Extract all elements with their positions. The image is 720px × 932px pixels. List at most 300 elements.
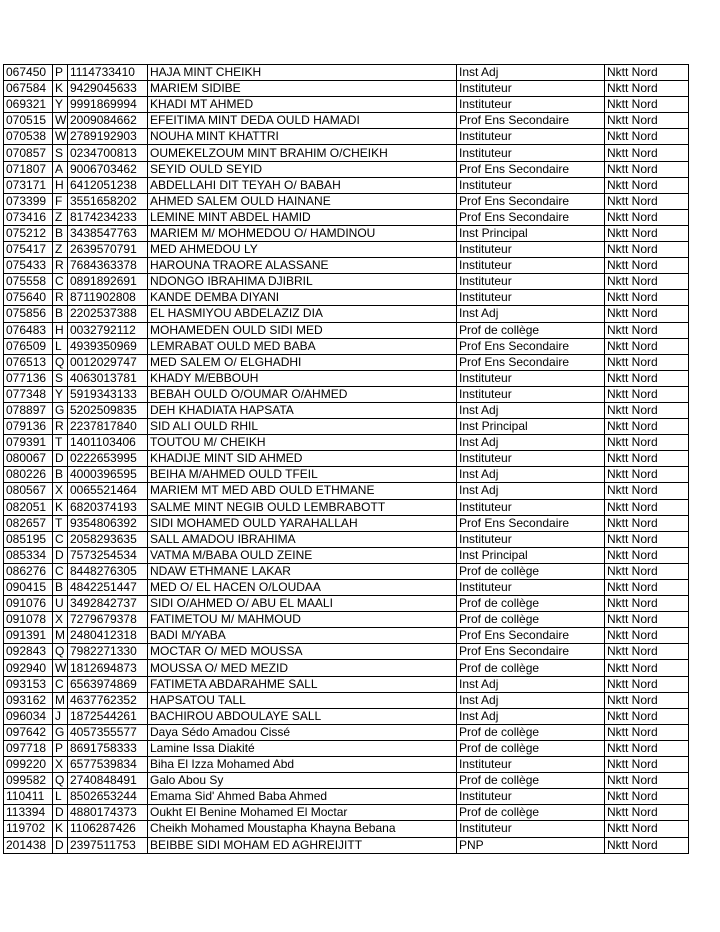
full-name-cell: HAJA MINT CHEIKH [148,65,457,81]
region-cell: Nktt Nord [605,274,689,290]
grade-cell: Prof Ens Secondaire [457,113,605,129]
full-name-cell: DEH KHADIATA HAPSATA [148,402,457,418]
table-row [4,258,689,274]
table-row [4,81,689,97]
key-letter-cell: C [53,274,68,290]
nni-cell: 2397511753 [68,837,148,853]
matricule-cell: 076483 [4,322,53,338]
full-name-cell: SIDI O/AHMED O/ ABU EL MAALI [148,596,457,612]
grade-cell: Inst Adj [457,467,605,483]
key-letter-cell: W [53,113,68,129]
table-row [4,740,689,756]
full-name-cell: VATMA M/BABA OULD ZEINE [148,547,457,563]
full-name-cell: MED SALEM O/ ELGHADHI [148,354,457,370]
table-row [4,354,689,370]
nni-cell: 0891892691 [68,274,148,290]
matricule-cell: 091076 [4,596,53,612]
table-row [4,242,689,258]
key-letter-cell: B [53,467,68,483]
matricule-cell: 097718 [4,740,53,756]
grade-cell: Instituteur [457,145,605,161]
full-name-cell: BACHIROU ABDOULAYE SALL [148,708,457,724]
full-name-cell: LEMINE MINT ABDEL HAMID [148,209,457,225]
grade-cell: Prof Ens Secondaire [457,628,605,644]
table-row [4,580,689,596]
nni-cell: 3438547763 [68,225,148,241]
nni-cell: 6820374193 [68,499,148,515]
nni-cell: 9354806392 [68,515,148,531]
key-letter-cell: M [53,692,68,708]
nni-cell: 3551658202 [68,193,148,209]
full-name-cell: NDONGO IBRAHIMA DJIBRIL [148,274,457,290]
matricule-cell: 096034 [4,708,53,724]
key-letter-cell: R [53,419,68,435]
key-letter-cell: C [53,531,68,547]
full-name-cell: FATIMETOU M/ MAHMOUD [148,612,457,628]
grade-cell: Inst Adj [457,65,605,81]
key-letter-cell: Z [53,242,68,258]
grade-cell: Prof de collège [457,805,605,821]
matricule-cell: 091078 [4,612,53,628]
table-row [4,596,689,612]
full-name-cell: Lamine Issa Diakité [148,740,457,756]
table-row [4,660,689,676]
nni-cell: 1812694873 [68,660,148,676]
nni-cell: 7982271330 [68,644,148,660]
full-name-cell: MOUSSA O/ MED MEZID [148,660,457,676]
table-body [4,65,689,854]
region-cell: Nktt Nord [605,306,689,322]
key-letter-cell: D [53,805,68,821]
table-row [4,757,689,773]
region-cell: Nktt Nord [605,113,689,129]
full-name-cell: MARIEM SIDIBE [148,81,457,97]
grade-cell: Prof Ens Secondaire [457,209,605,225]
full-name-cell: NDAW ETHMANE LAKAR [148,563,457,579]
full-name-cell: SID ALI OULD RHIL [148,419,457,435]
full-name-cell: MARIEM MT MED ABD OULD ETHMANE [148,483,457,499]
table-row [4,821,689,837]
matricule-cell: 075558 [4,274,53,290]
key-letter-cell: T [53,435,68,451]
region-cell: Nktt Nord [605,209,689,225]
key-letter-cell: T [53,515,68,531]
nni-cell: 2639570791 [68,242,148,258]
matricule-cell: 069321 [4,97,53,113]
table-row [4,65,689,81]
full-name-cell: SALME MINT NEGIB OULD LEMBRABOTT [148,499,457,515]
nni-cell: 0222653995 [68,451,148,467]
region-cell: Nktt Nord [605,129,689,145]
full-name-cell: Cheikh Mohamed Moustapha Khayna Bebana [148,821,457,837]
grade-cell: Instituteur [457,757,605,773]
nni-cell: 0012029747 [68,354,148,370]
nni-cell: 0065521464 [68,483,148,499]
table-row [4,805,689,821]
table-row [4,290,689,306]
nni-cell: 1106287426 [68,821,148,837]
table-row [4,612,689,628]
grade-cell: Instituteur [457,580,605,596]
table-row [4,161,689,177]
nni-cell: 5919343133 [68,386,148,402]
matricule-cell: 067450 [4,65,53,81]
matricule-cell: 099582 [4,773,53,789]
region-cell: Nktt Nord [605,370,689,386]
region-cell: Nktt Nord [605,322,689,338]
table-row [4,274,689,290]
full-name-cell: LEMRABAT OULD MED BABA [148,338,457,354]
region-cell: Nktt Nord [605,837,689,853]
table-row [4,386,689,402]
key-letter-cell: A [53,161,68,177]
grade-cell: Prof de collège [457,773,605,789]
region-cell: Nktt Nord [605,628,689,644]
table-row [4,837,689,853]
table-row [4,370,689,386]
table-row [4,402,689,418]
grade-cell: Inst Principal [457,547,605,563]
nni-cell: 7684363378 [68,258,148,274]
region-cell: Nktt Nord [605,805,689,821]
region-cell: Nktt Nord [605,531,689,547]
table-row [4,547,689,563]
full-name-cell: Oukht El Benine Mohamed El Moctar [148,805,457,821]
table-row [4,531,689,547]
matricule-cell: 070857 [4,145,53,161]
region-cell: Nktt Nord [605,81,689,97]
full-name-cell: KHADI MT AHMED [148,97,457,113]
nni-cell: 4939350969 [68,338,148,354]
matricule-cell: 076509 [4,338,53,354]
nni-cell: 2789192903 [68,129,148,145]
table-row [4,306,689,322]
nni-cell: 9991869994 [68,97,148,113]
matricule-cell: 099220 [4,757,53,773]
region-cell: Nktt Nord [605,724,689,740]
key-letter-cell: X [53,757,68,773]
matricule-cell: 090415 [4,580,53,596]
grade-cell: Instituteur [457,290,605,306]
matricule-cell: 077348 [4,386,53,402]
grade-cell: Prof Ens Secondaire [457,644,605,660]
personnel-table [3,64,689,854]
full-name-cell: SEYID OULD SEYID [148,161,457,177]
table-row [4,692,689,708]
table-row [4,515,689,531]
full-name-cell: MED O/ EL HACEN O/LOUDAA [148,580,457,596]
region-cell: Nktt Nord [605,386,689,402]
table-row [4,483,689,499]
grade-cell: Prof de collège [457,322,605,338]
nni-cell: 1114733410 [68,65,148,81]
grade-cell: Prof Ens Secondaire [457,161,605,177]
key-letter-cell: Y [53,97,68,113]
matricule-cell: 092940 [4,660,53,676]
region-cell: Nktt Nord [605,242,689,258]
nni-cell: 1872544261 [68,708,148,724]
nni-cell: 4880174373 [68,805,148,821]
full-name-cell: HAPSATOU TALL [148,692,457,708]
matricule-cell: 082051 [4,499,53,515]
table-row [4,724,689,740]
nni-cell: 4057355577 [68,724,148,740]
table-row [4,129,689,145]
grade-cell: PNP [457,837,605,853]
grade-cell: Instituteur [457,242,605,258]
grade-cell: Instituteur [457,499,605,515]
matricule-cell: 079136 [4,419,53,435]
key-letter-cell: C [53,563,68,579]
region-cell: Nktt Nord [605,740,689,756]
full-name-cell: BEIHA M/AHMED OULD TFEIL [148,467,457,483]
key-letter-cell: X [53,483,68,499]
table-row [4,628,689,644]
region-cell: Nktt Nord [605,225,689,241]
grade-cell: Prof de collège [457,596,605,612]
key-letter-cell: H [53,322,68,338]
table-row [4,644,689,660]
region-cell: Nktt Nord [605,338,689,354]
grade-cell: Inst Principal [457,419,605,435]
region-cell: Nktt Nord [605,402,689,418]
matricule-cell: 077136 [4,370,53,386]
full-name-cell: EFEITIMA MINT DEDA OULD HAMADI [148,113,457,129]
key-letter-cell: G [53,724,68,740]
full-name-cell: FATIMETA ABDARAHME SALL [148,676,457,692]
matricule-cell: 073399 [4,193,53,209]
nni-cell: 2058293635 [68,531,148,547]
matricule-cell: 080226 [4,467,53,483]
region-cell: Nktt Nord [605,290,689,306]
table-row [4,773,689,789]
region-cell: Nktt Nord [605,419,689,435]
nni-cell: 2202537388 [68,306,148,322]
full-name-cell: SALL AMADOU IBRAHIMA [148,531,457,547]
table-row [4,789,689,805]
grade-cell: Instituteur [457,97,605,113]
region-cell: Nktt Nord [605,451,689,467]
key-letter-cell: P [53,65,68,81]
nni-cell: 4000396595 [68,467,148,483]
nni-cell: 3492842737 [68,596,148,612]
nni-cell: 9006703462 [68,161,148,177]
matricule-cell: 076513 [4,354,53,370]
matricule-cell: 091391 [4,628,53,644]
matricule-cell: 085334 [4,547,53,563]
nni-cell: 8448276305 [68,563,148,579]
table-row [4,338,689,354]
key-letter-cell: M [53,628,68,644]
full-name-cell: HAROUNA TRAORE ALASSANE [148,258,457,274]
table-row [4,451,689,467]
key-letter-cell: B [53,225,68,241]
region-cell: Nktt Nord [605,612,689,628]
full-name-cell: SIDI MOHAMED OULD YARAHALLAH [148,515,457,531]
nni-cell: 2480412318 [68,628,148,644]
key-letter-cell: P [53,740,68,756]
matricule-cell: 071807 [4,161,53,177]
region-cell: Nktt Nord [605,757,689,773]
nni-cell: 8711902808 [68,290,148,306]
region-cell: Nktt Nord [605,515,689,531]
key-letter-cell: R [53,290,68,306]
grade-cell: Instituteur [457,789,605,805]
table-row [4,97,689,113]
grade-cell: Instituteur [457,258,605,274]
region-cell: Nktt Nord [605,161,689,177]
table-row [4,209,689,225]
table-row [4,563,689,579]
region-cell: Nktt Nord [605,692,689,708]
grade-cell: Inst Adj [457,708,605,724]
full-name-cell: BADI M/YABA [148,628,457,644]
key-letter-cell: D [53,451,68,467]
grade-cell: Prof Ens Secondaire [457,354,605,370]
nni-cell: 2237817840 [68,419,148,435]
nni-cell: 7573254534 [68,547,148,563]
matricule-cell: 080567 [4,483,53,499]
grade-cell: Inst Adj [457,692,605,708]
full-name-cell: KHADY M/EBBOUH [148,370,457,386]
grade-cell: Instituteur [457,370,605,386]
grade-cell: Instituteur [457,821,605,837]
key-letter-cell: Y [53,386,68,402]
key-letter-cell: U [53,596,68,612]
nni-cell: 6577539834 [68,757,148,773]
region-cell: Nktt Nord [605,499,689,515]
nni-cell: 5202509835 [68,402,148,418]
full-name-cell: OUMEKELZOUM MINT BRAHIM O/CHEIKH [148,145,457,161]
table-row [4,145,689,161]
grade-cell: Prof de collège [457,724,605,740]
full-name-cell: KANDE DEMBA DIYANI [148,290,457,306]
grade-cell: Inst Adj [457,402,605,418]
matricule-cell: 082657 [4,515,53,531]
key-letter-cell: G [53,402,68,418]
region-cell: Nktt Nord [605,596,689,612]
table-row [4,113,689,129]
table-row [4,435,689,451]
table-row [4,225,689,241]
key-letter-cell: Q [53,773,68,789]
matricule-cell: 092843 [4,644,53,660]
grade-cell: Inst Adj [457,483,605,499]
table-row [4,193,689,209]
full-name-cell: NOUHA MINT KHATTRI [148,129,457,145]
key-letter-cell: R [53,258,68,274]
grade-cell: Inst Adj [457,676,605,692]
region-cell: Nktt Nord [605,65,689,81]
grade-cell: Prof Ens Secondaire [457,338,605,354]
full-name-cell: BEBAH OULD O/OUMAR O/AHMED [148,386,457,402]
nni-cell: 6563974869 [68,676,148,692]
grade-cell: Instituteur [457,451,605,467]
table-row [4,177,689,193]
matricule-cell: 085195 [4,531,53,547]
key-letter-cell: J [53,708,68,724]
key-letter-cell: X [53,612,68,628]
nni-cell: 6412051238 [68,177,148,193]
key-letter-cell: W [53,660,68,676]
grade-cell: Instituteur [457,531,605,547]
matricule-cell: 073171 [4,177,53,193]
matricule-cell: 070538 [4,129,53,145]
nni-cell: 0032792112 [68,322,148,338]
region-cell: Nktt Nord [605,708,689,724]
matricule-cell: 110411 [4,789,53,805]
matricule-cell: 119702 [4,821,53,837]
key-letter-cell: Q [53,354,68,370]
full-name-cell: ABDELLAHI DIT TEYAH O/ BABAH [148,177,457,193]
region-cell: Nktt Nord [605,258,689,274]
table-row [4,419,689,435]
matricule-cell: 201438 [4,837,53,853]
nni-cell: 4842251447 [68,580,148,596]
key-letter-cell: K [53,81,68,97]
key-letter-cell: Q [53,644,68,660]
matricule-cell: 075640 [4,290,53,306]
key-letter-cell: Z [53,209,68,225]
nni-cell: 8691758333 [68,740,148,756]
key-letter-cell: H [53,177,68,193]
region-cell: Nktt Nord [605,97,689,113]
grade-cell: Inst Principal [457,225,605,241]
region-cell: Nktt Nord [605,177,689,193]
nni-cell: 8502653244 [68,789,148,805]
matricule-cell: 075212 [4,225,53,241]
key-letter-cell: B [53,580,68,596]
grade-cell: Instituteur [457,386,605,402]
region-cell: Nktt Nord [605,789,689,805]
key-letter-cell: B [53,306,68,322]
full-name-cell: BEIBBE SIDI MOHAM ED AGHREIJITT [148,837,457,853]
full-name-cell: Biha El Izza Mohamed Abd [148,757,457,773]
grade-cell: Prof Ens Secondaire [457,193,605,209]
matricule-cell: 070515 [4,113,53,129]
key-letter-cell: D [53,547,68,563]
key-letter-cell: K [53,821,68,837]
nni-cell: 9429045633 [68,81,148,97]
region-cell: Nktt Nord [605,354,689,370]
nni-cell: 7279679378 [68,612,148,628]
nni-cell: 2740848491 [68,773,148,789]
region-cell: Nktt Nord [605,660,689,676]
matricule-cell: 093153 [4,676,53,692]
grade-cell: Instituteur [457,274,605,290]
region-cell: Nktt Nord [605,483,689,499]
matricule-cell: 113394 [4,805,53,821]
matricule-cell: 075433 [4,258,53,274]
key-letter-cell: K [53,499,68,515]
grade-cell: Prof de collège [457,612,605,628]
key-letter-cell: D [53,837,68,853]
nni-cell: 4063013781 [68,370,148,386]
nni-cell: 2009084662 [68,113,148,129]
matricule-cell: 067584 [4,81,53,97]
full-name-cell: AHMED SALEM OULD HAINANE [148,193,457,209]
region-cell: Nktt Nord [605,580,689,596]
key-letter-cell: S [53,145,68,161]
matricule-cell: 080067 [4,451,53,467]
region-cell: Nktt Nord [605,467,689,483]
region-cell: Nktt Nord [605,547,689,563]
nni-cell: 0234700813 [68,145,148,161]
matricule-cell: 093162 [4,692,53,708]
matricule-cell: 097642 [4,724,53,740]
full-name-cell: KHADIJE MINT SID AHMED [148,451,457,467]
full-name-cell: Emama Sid' Ahmed Baba Ahmed [148,789,457,805]
